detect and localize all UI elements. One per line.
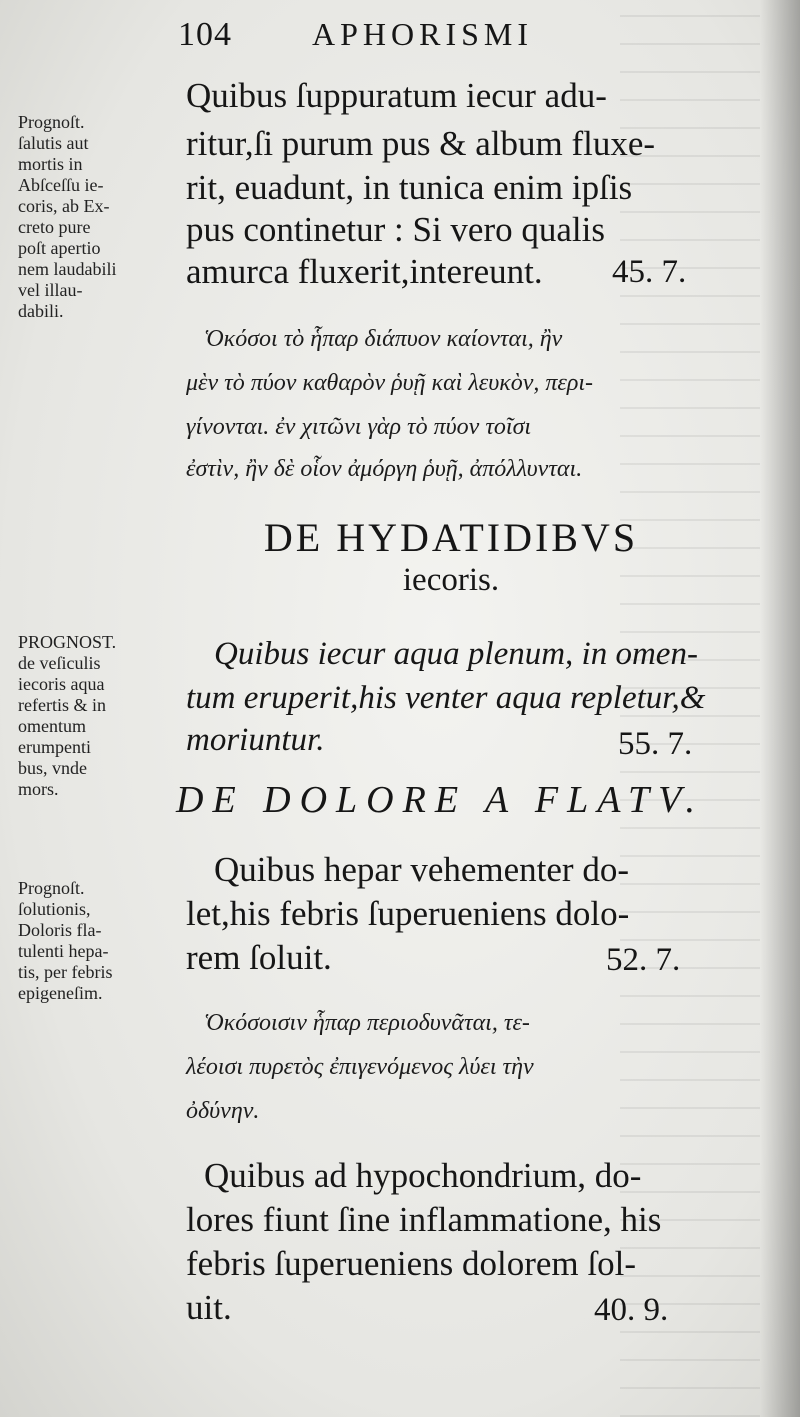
aphorism-line: febris ſuperueniens dolorem ſol- xyxy=(186,1244,637,1283)
greek-line: λέοισι πυρετὸς ἐπιγενόμενος λύει τὴν xyxy=(186,1054,534,1080)
margin-note-prognosis-solution xyxy=(18,878,166,1004)
running-title: APHORISMI xyxy=(312,16,534,52)
greek-line: Ὁκόσοι τὸ ἧπαρ διάπυον καίονται, ἢν xyxy=(204,326,563,352)
margin-note-line: iecoris aqua xyxy=(18,674,105,694)
margin-note-line: tulenti hepa- xyxy=(18,941,109,961)
margin-note-line: vel illau- xyxy=(18,280,83,300)
margin-note-prognosis-abscess xyxy=(18,112,166,322)
margin-note-line: bus, vnde xyxy=(18,758,87,778)
page-number: 104 xyxy=(178,16,232,53)
aphorism-reference: 45. 7. xyxy=(612,254,687,290)
greek-line: Ὁκόσοισιν ἧπαρ περιοδυνᾶται, τε- xyxy=(204,1010,530,1036)
margin-note-line: nem laudabili xyxy=(18,259,117,279)
greek-line: ἐστὶν, ἢν δὲ οἷον ἀμόργη ῥυῇ, ἀπόλλυνται. xyxy=(186,456,583,482)
margin-note-line: ſolutionis, xyxy=(18,899,91,919)
margin-note-line: erumpenti xyxy=(18,737,91,757)
aphorism-line: amurca fluxerit,intereunt. xyxy=(186,252,543,291)
aphorism-line: lores fiunt ſine inflammatione, his xyxy=(186,1200,662,1239)
margin-note-line: Prognoſt. xyxy=(18,112,85,132)
aphorism-line: tum eruperit,his venter aqua repletur,& xyxy=(186,680,706,716)
margin-note-line: epigeneſim. xyxy=(18,983,103,1003)
margin-note-line: PROGNOST. xyxy=(18,632,117,652)
margin-note-line: mors. xyxy=(18,779,59,799)
margin-note-line: omentum xyxy=(18,716,86,736)
aphorism-line: uit. xyxy=(186,1288,232,1327)
aphorism-line: ritur,ſi purum pus & album fluxe- xyxy=(186,124,656,163)
margin-note-line: tis, per febris xyxy=(18,962,113,982)
page-edge-shadow xyxy=(760,0,800,1417)
aphorism-line: rit, euadunt, in tunica enim ipſis xyxy=(186,168,633,207)
aphorism-line: let,his febris ſuperueniens dolo- xyxy=(186,894,630,933)
aphorism-line: moriuntur. xyxy=(186,722,325,758)
margin-note-line: ſalutis aut xyxy=(18,133,89,153)
margin-note-line: creto pure xyxy=(18,217,91,237)
greek-line: ὀδύνην. xyxy=(186,1098,260,1124)
section-heading: DE DOLORE A FLATV. xyxy=(176,779,704,821)
margin-note-line: Prognoſt. xyxy=(18,878,85,898)
greek-line: μὲν τὸ πύον καθαρὸν ῥυῇ καὶ λευκὸν, περι- xyxy=(186,370,594,396)
aphorism-reference: 52. 7. xyxy=(606,942,681,978)
aphorism-line: Quibus ad hypochondrium, do- xyxy=(204,1156,642,1195)
aphorism-line: rem ſoluit. xyxy=(186,938,332,977)
aphorism-line: Quibus hepar vehementer do- xyxy=(214,850,629,889)
margin-note-line: refertis & in xyxy=(18,695,106,715)
aphorism-reference: 40. 9. xyxy=(594,1292,669,1328)
aphorism-line: Quibus iecur aqua plenum, in omen- xyxy=(214,636,698,672)
margin-note-prognosis-vesicles xyxy=(18,632,166,800)
section-heading: DE HYDATIDIBVS xyxy=(263,515,639,560)
aphorism-reference: 55. 7. xyxy=(618,726,693,762)
section-subheading: iecoris. xyxy=(402,562,500,598)
margin-note-line: de veſiculis xyxy=(18,653,101,673)
page-header xyxy=(0,8,800,58)
margin-note-line: poſt apertio xyxy=(18,238,101,258)
margin-note-line: coris, ab Ex- xyxy=(18,196,110,216)
margin-note-line: dabili. xyxy=(18,301,64,321)
margin-note-line: mortis in xyxy=(18,154,83,174)
margin-note-line: Abſceſſu ie- xyxy=(18,175,104,195)
margin-note-line: Doloris fla- xyxy=(18,920,102,940)
aphorism-line: pus continetur : Si vero qualis xyxy=(186,210,605,249)
aphorism-line: Quibus ſuppuratum iecur adu- xyxy=(186,76,607,115)
greek-line: γίνονται. ἐν χιτῶνι γὰρ τὸ πύον τοῖσι xyxy=(186,414,532,440)
